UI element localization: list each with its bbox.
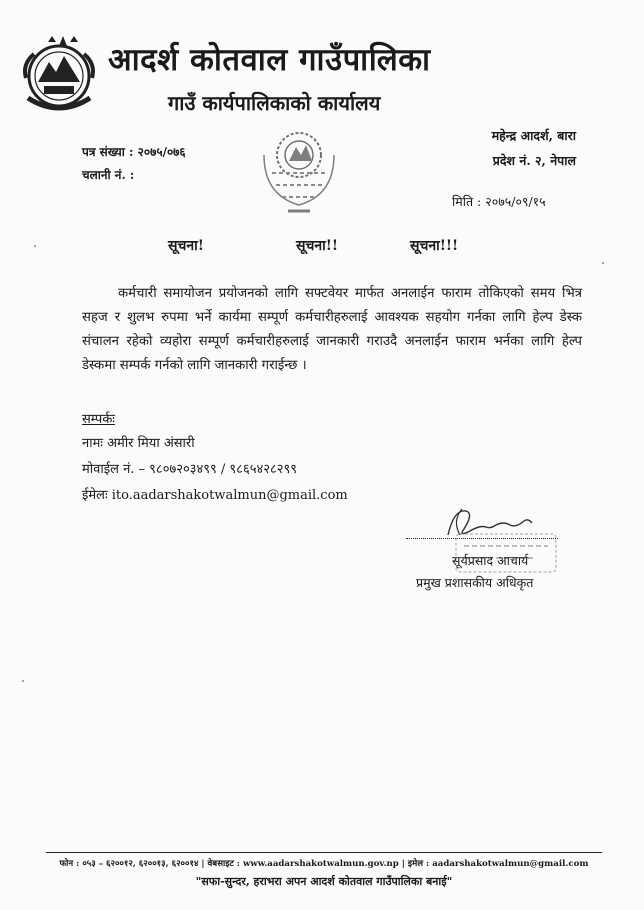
office-subtitle: गाउँ कार्यपालिकाको कार्यालय <box>168 91 381 115</box>
footer-contact: फोन : ०५३ – ६२००१२, ६२००१३, ६२००१४ | वेबसाइट : www.aadarshakotwalmun.gov.np | इमेल : aadarshakotwalmun@gmail.com <box>59 859 589 869</box>
contact-mobile: मोवाईल नं. – ९८०७२०३४९९ / ९८६५४२८२९९ <box>82 462 298 477</box>
notice-body: कर्मचारी समायोजन प्रयोजनको लागि सफ्टवेयर मार्फत अनलाईन फाराम तोकिएको समय भित्र सहज र शुलभ रुपमा भर्ने कार्यमा सम्पूर्ण कर्मचारीहरुलाई आवश्यक सहयोग गर्नका लागि हेल्प डेस्क संचालन रहेको व्यहोरा सम्पूर्ण कर्मचारीहरुलाई जानकारी गराउदै अनलाईन फाराम भर्नका लागि हेल्प डेस्कमा सम्पर्क गर्नको लागि जानकारी गराईन्छ । <box>82 286 582 373</box>
paper-speck <box>34 245 36 247</box>
office-seal-stamp-icon <box>244 115 354 225</box>
office-title: आदर्श कोतवाल गाउँपालिका <box>108 42 431 78</box>
address-line-1: महेन्द्र आदर्श, बारा <box>491 128 576 143</box>
paper-speck <box>22 680 24 682</box>
notice-heading-3: सूचना!!! <box>410 238 459 254</box>
issue-date: मिति : २०७५/०९/१५ <box>452 194 546 209</box>
contact-name: नामः अमीर मिया अंसारी <box>82 436 195 451</box>
notice-heading-2: सूचना!! <box>296 238 339 254</box>
contact-heading: सम्पर्कः <box>82 412 115 427</box>
paper-speck <box>602 262 604 264</box>
dispatch-number: चलानी नं. : <box>82 168 135 182</box>
contact-email: ईमेलः ito.aadarshakotwalmun@gmail.com <box>82 488 348 503</box>
nepal-emblem-icon <box>18 32 100 114</box>
signatory-name: सूर्यप्रसाद आचार्य <box>452 553 529 568</box>
address-line-2: प्रदेश नं. २, नेपाल <box>492 153 576 168</box>
notice-heading-1: सूचना! <box>168 238 204 254</box>
signatory-title: प्रमुख प्रशासकीय अधिकृत <box>416 575 534 590</box>
footer-divider <box>46 852 602 853</box>
letter-number: पत्र संख्या : २०७५/०७६ <box>82 145 186 159</box>
footer-slogan: "सफा-सुन्दर, हराभरा अपन आदर्श कोतवाल गाउँपालिका बनाई" <box>195 875 453 888</box>
